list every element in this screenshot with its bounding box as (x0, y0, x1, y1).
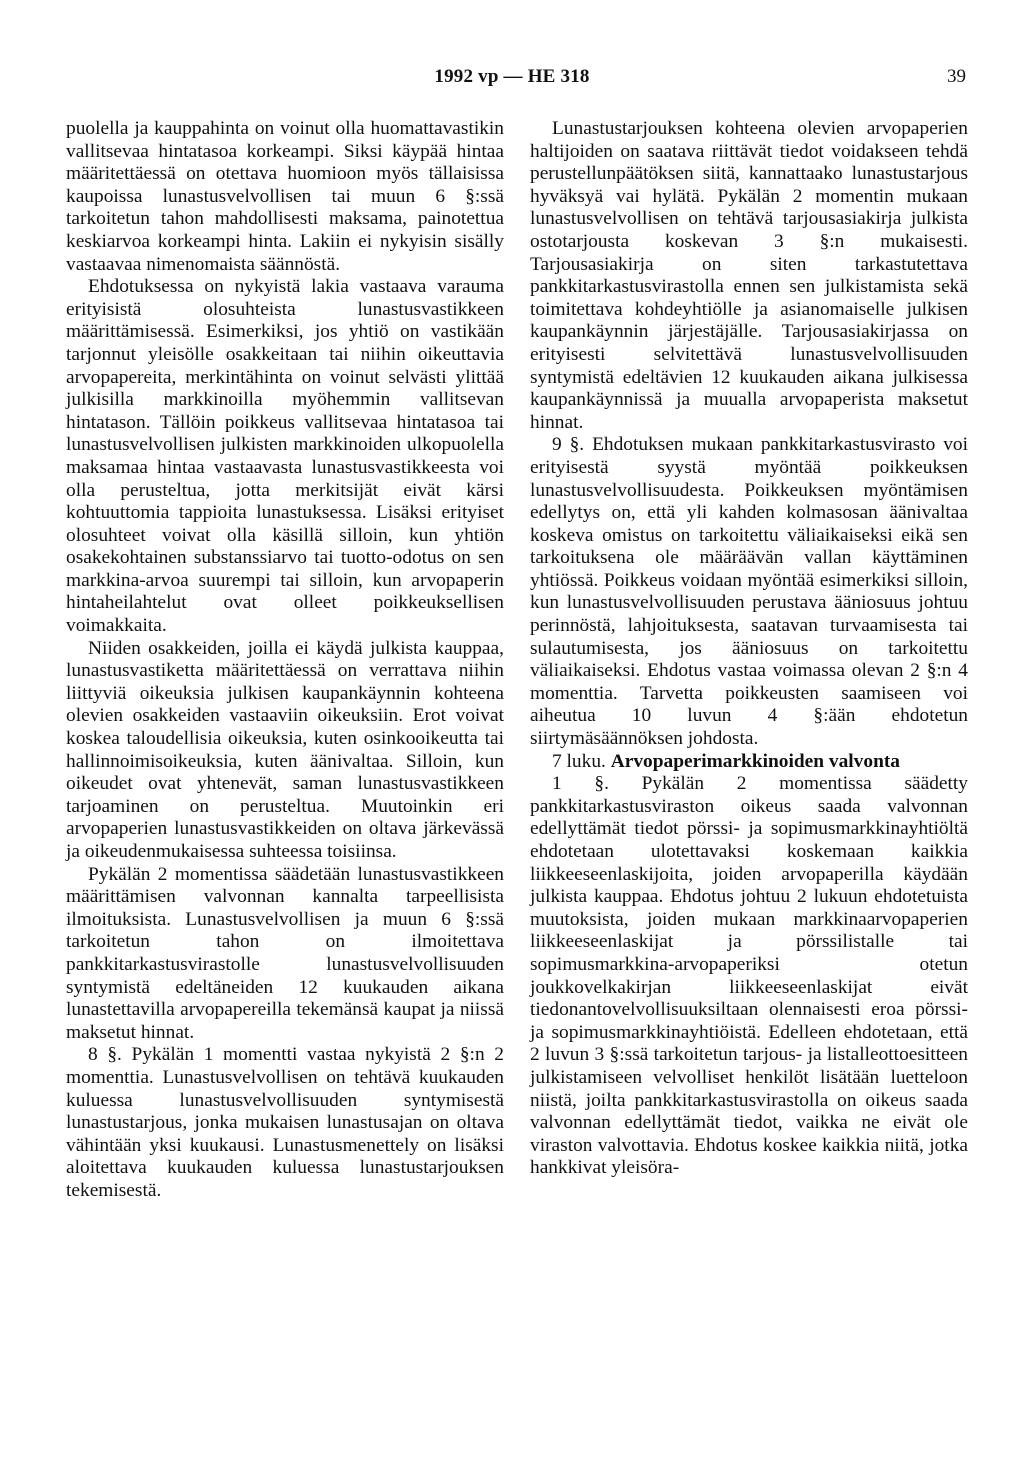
paragraph: Ehdotuksessa on nykyistä lakia vastaava varauma erityisistä olosuhteista lunastusvastikkeen määrittämisessä. Esimerkiksi, jos yhtiö on vastikään tarjonnut yleisölle osakkeitaan tai niihin oikeuttavia arvopapereita, merkintähinta on voinut selvästi ylittää julkisilla markkinoilla myöhemmin vallitsevan hintatason. Tällöin poikkeus vallitsevaa hintatasoa tai lunastusvelvollisen julkisten markkinoiden ulkopuolella maksamaa hintaa vastaavasta lunastusvastikkeesta voi olla perusteltua, jotta merkitsijät eivät kärsi kohtuuttomia tappioita lunastuksessa. Lisäksi erityiset olosuhteet voivat olla käsillä silloin, kun yhtiön osakekohtainen substanssiarvo tai tuotto-odotus on sen markkina-arvoa suurempi tai silloin, kun arvopaperin hintaheilahtelut ovat olleet poikkeuksellisen voimakkaita. (66, 276, 504, 637)
paragraph: puolella ja kauppahinta on voinut olla huomattavastikin vallitsevaa hintatasoa korkeampi. Siksi käypää hintaa määritettäessä on otettava huomioon myös tällaisissa kaupoissa lunastusvelvollisen tai muun 6 §:ssä tarkoitetun tahon mahdollisesti maksama, painotettua keskiarvoa korkeampi hinta. Lakiin ei nykyisin sisälly vastaavaa nimenomaista säännöstä. (66, 118, 504, 275)
paragraph: Lunastustarjouksen kohteena olevien arvopaperien haltijoiden on saatava riittävät tiedot voidakseen tehdä perustellunpäätöksen siitä, kannattaako lunastustarjous hyväksyä vai hylätä. Pykälän 2 momentin mukaan lunastusvelvollisen on tehtävä tarjousasiakirja julkista ostotarjousta koskevan 3 §:n mukaisesti. Tarjousasiakirja on siten tarkastutettava pankkitarkastusvirastolla ennen sen julkistamista sekä toimitettava kohdeyhtiölle ja asianomaiselle julkisen kaupankäynnin järjestäjälle. Tarjousasiakirjassa on erityisesti selvitettävä lunastusvelvollisuuden syntymistä edeltävien 12 kuukauden aikana julkisessa kaupankäynnissä ja muualla arvopaperista maksetut hinnat. (530, 118, 968, 433)
paragraph: Niiden osakkeiden, joilla ei käydä julkista kauppaa, lunastusvastiketta määritettäessä on verrattava niihin liittyviä oikeuksia julkisen kaupankäynnin kohteena olevien osakkeiden vastaaviin oikeuksiin. Erot voivat koskea taloudellisia oikeuksia, kuten osinkooikeutta tai hallinnoimisoikeuksia, kuten äänivaltaa. Silloin, kun oikeudet ovat yhtenevät, saman lunastusvastikkeen tarjoaminen on perusteltua. Muutoinkin eri arvopaperien lunastusvastikkeiden on oltava järkevässä ja oikeudenmukaisessa suhteessa toisiinsa. (66, 637, 504, 862)
page-number: 39 (947, 66, 966, 87)
paragraph: Pykälän 2 momentissa säädetään lunastusvastikkeen määrittämisen valvonnan kannalta tarpeellisista ilmoituksista. Lunastusvelvollisen ja muun 6 §:ssä tarkoitetun tahon on ilmoitettava pankkitarkastusvirastolle lunastusvelvollisuuden syntymistä edeltäneiden 12 kuukauden aikana lunastettavilla arvopapereilla tekemänsä kaupat ja niissä maksetut hinnat. (66, 863, 504, 1043)
right-column (530, 118, 968, 1180)
left-column (66, 118, 504, 1203)
chapter-label: 7 luku. (552, 750, 606, 772)
chapter-heading (530, 751, 968, 774)
paragraph: 1 §. Pykälän 2 momentissa säädetty pankkitarkastusviraston oikeus saada valvonnan edellyttämät tiedot pörssi- ja sopimusmarkkinayhtiöltä ehdotetaan ulotettavaksi koskemaan kaikkia liikkeeseenlaskijoita, joiden arvopaperilla käydään julkista kauppaa. Ehdotus johtuu 2 lukuun ehdotetuista muutoksista, joiden mukaan markkinaarvopaperien liikkeeseenlaskijat ja pörssilistalle tai sopimusmarkkina-arvopaperiksi otetun joukkovelkakirjan liikkeeseenlaskijat eivät tiedonantovelvollisuuksiltaan olennaisesti eroa pörssi- ja sopimusmarkkinayhtiöistä. Edelleen ehdotetaan, että 2 luvun 3 §:ssä tarkoitetun tarjous- ja listalleottoesitteen julkistamiseen velvolliset henkilöt lisätään luetteloon niistä, joilta pankkitarkastusvirastolla on oikeus saada valvonnan edellyttämät tiedot, vaikka ne eivät ole viraston valvottavia. Ehdotus koskee kaikkia niitä, jotka hankkivat yleisöra- (530, 773, 968, 1179)
paragraph: 9 §. Ehdotuksen mukaan pankkitarkastusvirasto voi erityisestä syystä myöntää poikkeuksen lunastusvelvollisuudesta. Poikkeuksen myöntämisen edellytys on, että yli kahden kolmasosan äänivaltaa koskeva omistus on tarkoitettu väliaikaiseksi eikä sen tarkoituksena ole määräävän vallan käyttäminen yhtiössä. Poikkeus voidaan myöntää esimerkiksi silloin, kun lunastusvelvollisuuden perustava ääniosuus johtuu perinnöstä, lahjoituksesta, saatavan turvaamisesta tai sulautumisesta, jos ääniosuus on tarkoitettu väliaikaiseksi. Ehdotus vastaa voimassa olevan 2 §:n 4 momenttia. Tarvetta poikkeusten saamiseen voi aiheutua 10 luvun 4 §:ään ehdotetun siirtymäsäännöksen johdosta. (530, 434, 968, 750)
chapter-title: Arvopaperimarkkinoiden valvonta (610, 750, 901, 772)
document-title: 1992 vp — HE 318 (434, 66, 590, 87)
page-header (0, 66, 1024, 90)
paragraph: 8 §. Pykälän 1 momentti vastaa nykyistä 2 §:n 2 momenttia. Lunastusvelvollisen on tehtävä kuukauden kuluessa lunastusvelvollisuuden syntymisestä lunastustarjous, jonka mukaisen lunastusajan on oltava vähintään yksi kuukausi. Lunastusmenettely on lisäksi aloitettava kuukauden kuluessa lunastustarjouksen tekemisestä. (66, 1044, 504, 1201)
